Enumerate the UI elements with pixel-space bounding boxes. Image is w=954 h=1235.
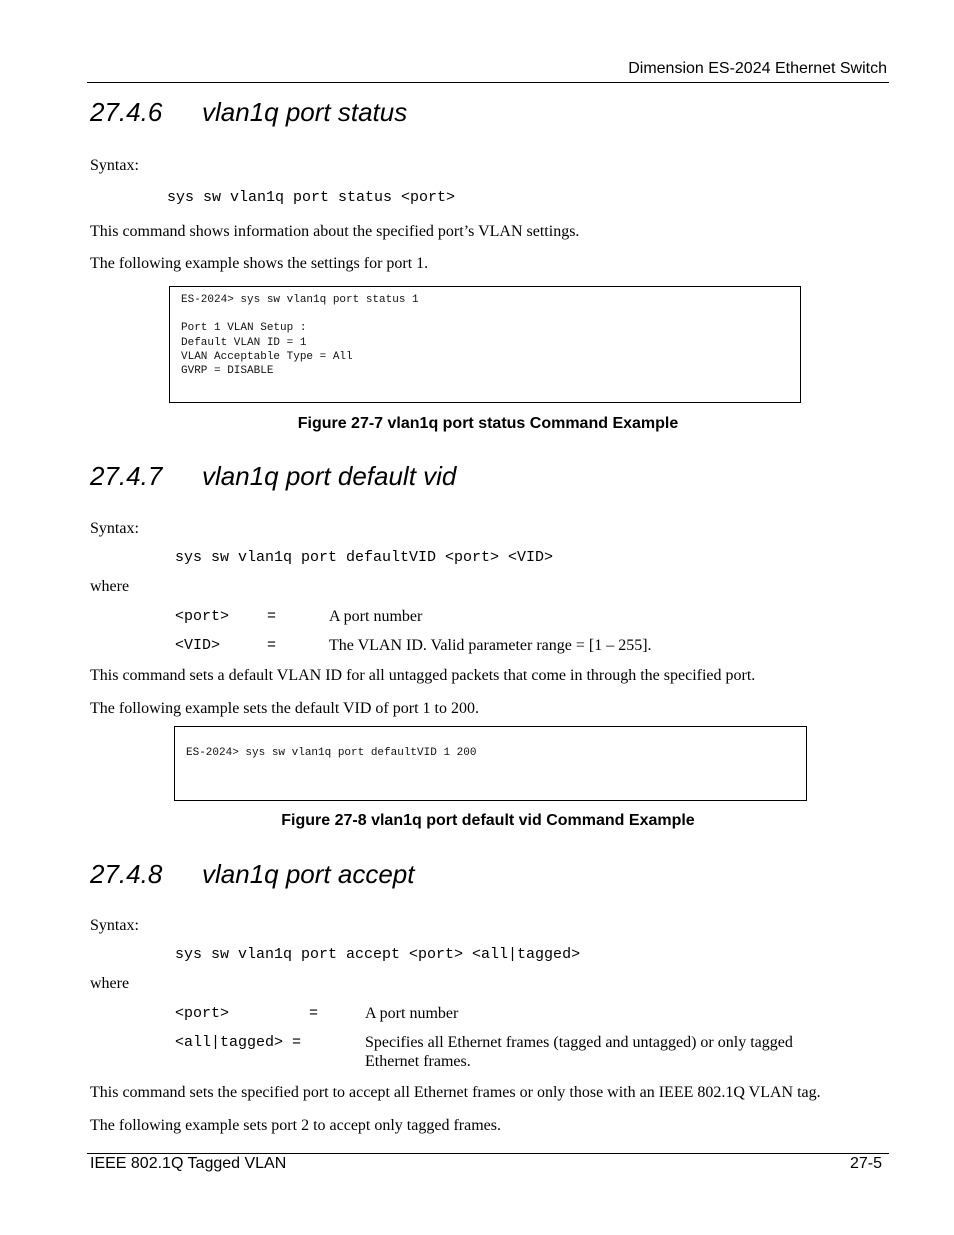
running-header: Dimension ES-2024 Ethernet Switch (628, 60, 887, 77)
section-title: vlan1q port status (202, 97, 408, 127)
code-line: Default VLAN ID = 1 (181, 336, 307, 349)
param-name: <port> (175, 608, 230, 625)
syntax-command: sys sw vlan1q port accept <port> <all|tagged> (175, 946, 581, 963)
code-line: Port 1 VLAN Setup : (181, 322, 307, 335)
example-intro: The following example sets port 2 to accept only tagged frames. (90, 1117, 501, 1134)
code-line: ES-2024> sys sw vlan1q port status 1 (181, 294, 419, 306)
param-name: <all|tagged> = (175, 1034, 302, 1051)
example-code (181, 293, 419, 378)
example-code (186, 746, 476, 760)
syntax-label: Syntax: (90, 520, 139, 537)
footer-rule (87, 1153, 889, 1154)
section-heading-27-4-6 (90, 97, 407, 128)
param-description: The VLAN ID. Valid parameter range = [1 – 255]. (329, 637, 652, 654)
description-paragraph: This command shows information about the specified port’s VLAN settings. (90, 223, 580, 240)
param-description: Specifies all Ethernet frames (tagged and untagged) or only tagged Ethernet frames. (365, 1034, 793, 1070)
param-name: <port> (175, 1005, 230, 1022)
param-equals: = (267, 637, 277, 654)
where-label: where (90, 975, 130, 992)
param-description: A port number (329, 608, 423, 625)
figure-caption: Figure 27-7 vlan1q port status Command Example (297, 415, 679, 432)
section-heading-27-4-7 (90, 461, 456, 492)
header-rule (87, 82, 889, 83)
description-paragraph: This command sets the specified port to accept all Ethernet frames or only those with an IEEE 802.1Q VLAN tag. (90, 1084, 821, 1101)
param-name: <VID> (175, 637, 221, 654)
syntax-command: sys sw vlan1q port status <port> (167, 189, 456, 206)
code-line: VLAN Acceptable Type = All (181, 350, 353, 363)
code-line (181, 307, 419, 321)
where-label: where (90, 578, 130, 595)
footer-chapter-title: IEEE 802.1Q Tagged VLAN (90, 1155, 287, 1172)
section-title: vlan1q port default vid (202, 461, 457, 491)
syntax-label: Syntax: (90, 157, 139, 174)
figure-caption: Figure 27-8 vlan1q port default vid Command Example (281, 812, 695, 829)
section-title: vlan1q port accept (202, 859, 415, 889)
example-intro: The following example shows the settings for port 1. (90, 255, 429, 272)
section-number: 27.4.7 (90, 461, 163, 491)
example-box (174, 726, 807, 801)
section-number: 27.4.6 (90, 97, 163, 127)
description-paragraph: This command sets a default VLAN ID for all untagged packets that come in through the specified port. (90, 667, 756, 684)
page-number: 27-5 (849, 1155, 882, 1172)
param-equals: = (267, 608, 277, 625)
param-equals: = (309, 1005, 319, 1022)
syntax-command: sys sw vlan1q port defaultVID <port> <VID> (175, 549, 554, 566)
code-line: GVRP = DISABLE (181, 365, 274, 378)
example-intro: The following example sets the default VID of port 1 to 200. (90, 700, 479, 717)
section-number: 27.4.8 (90, 859, 163, 889)
section-heading-27-4-8 (90, 859, 414, 890)
example-box (169, 286, 801, 403)
param-description: A port number (365, 1005, 459, 1022)
code-line: ES-2024> sys sw vlan1q port defaultVID 1 200 (186, 747, 477, 759)
syntax-label: Syntax: (90, 917, 139, 934)
